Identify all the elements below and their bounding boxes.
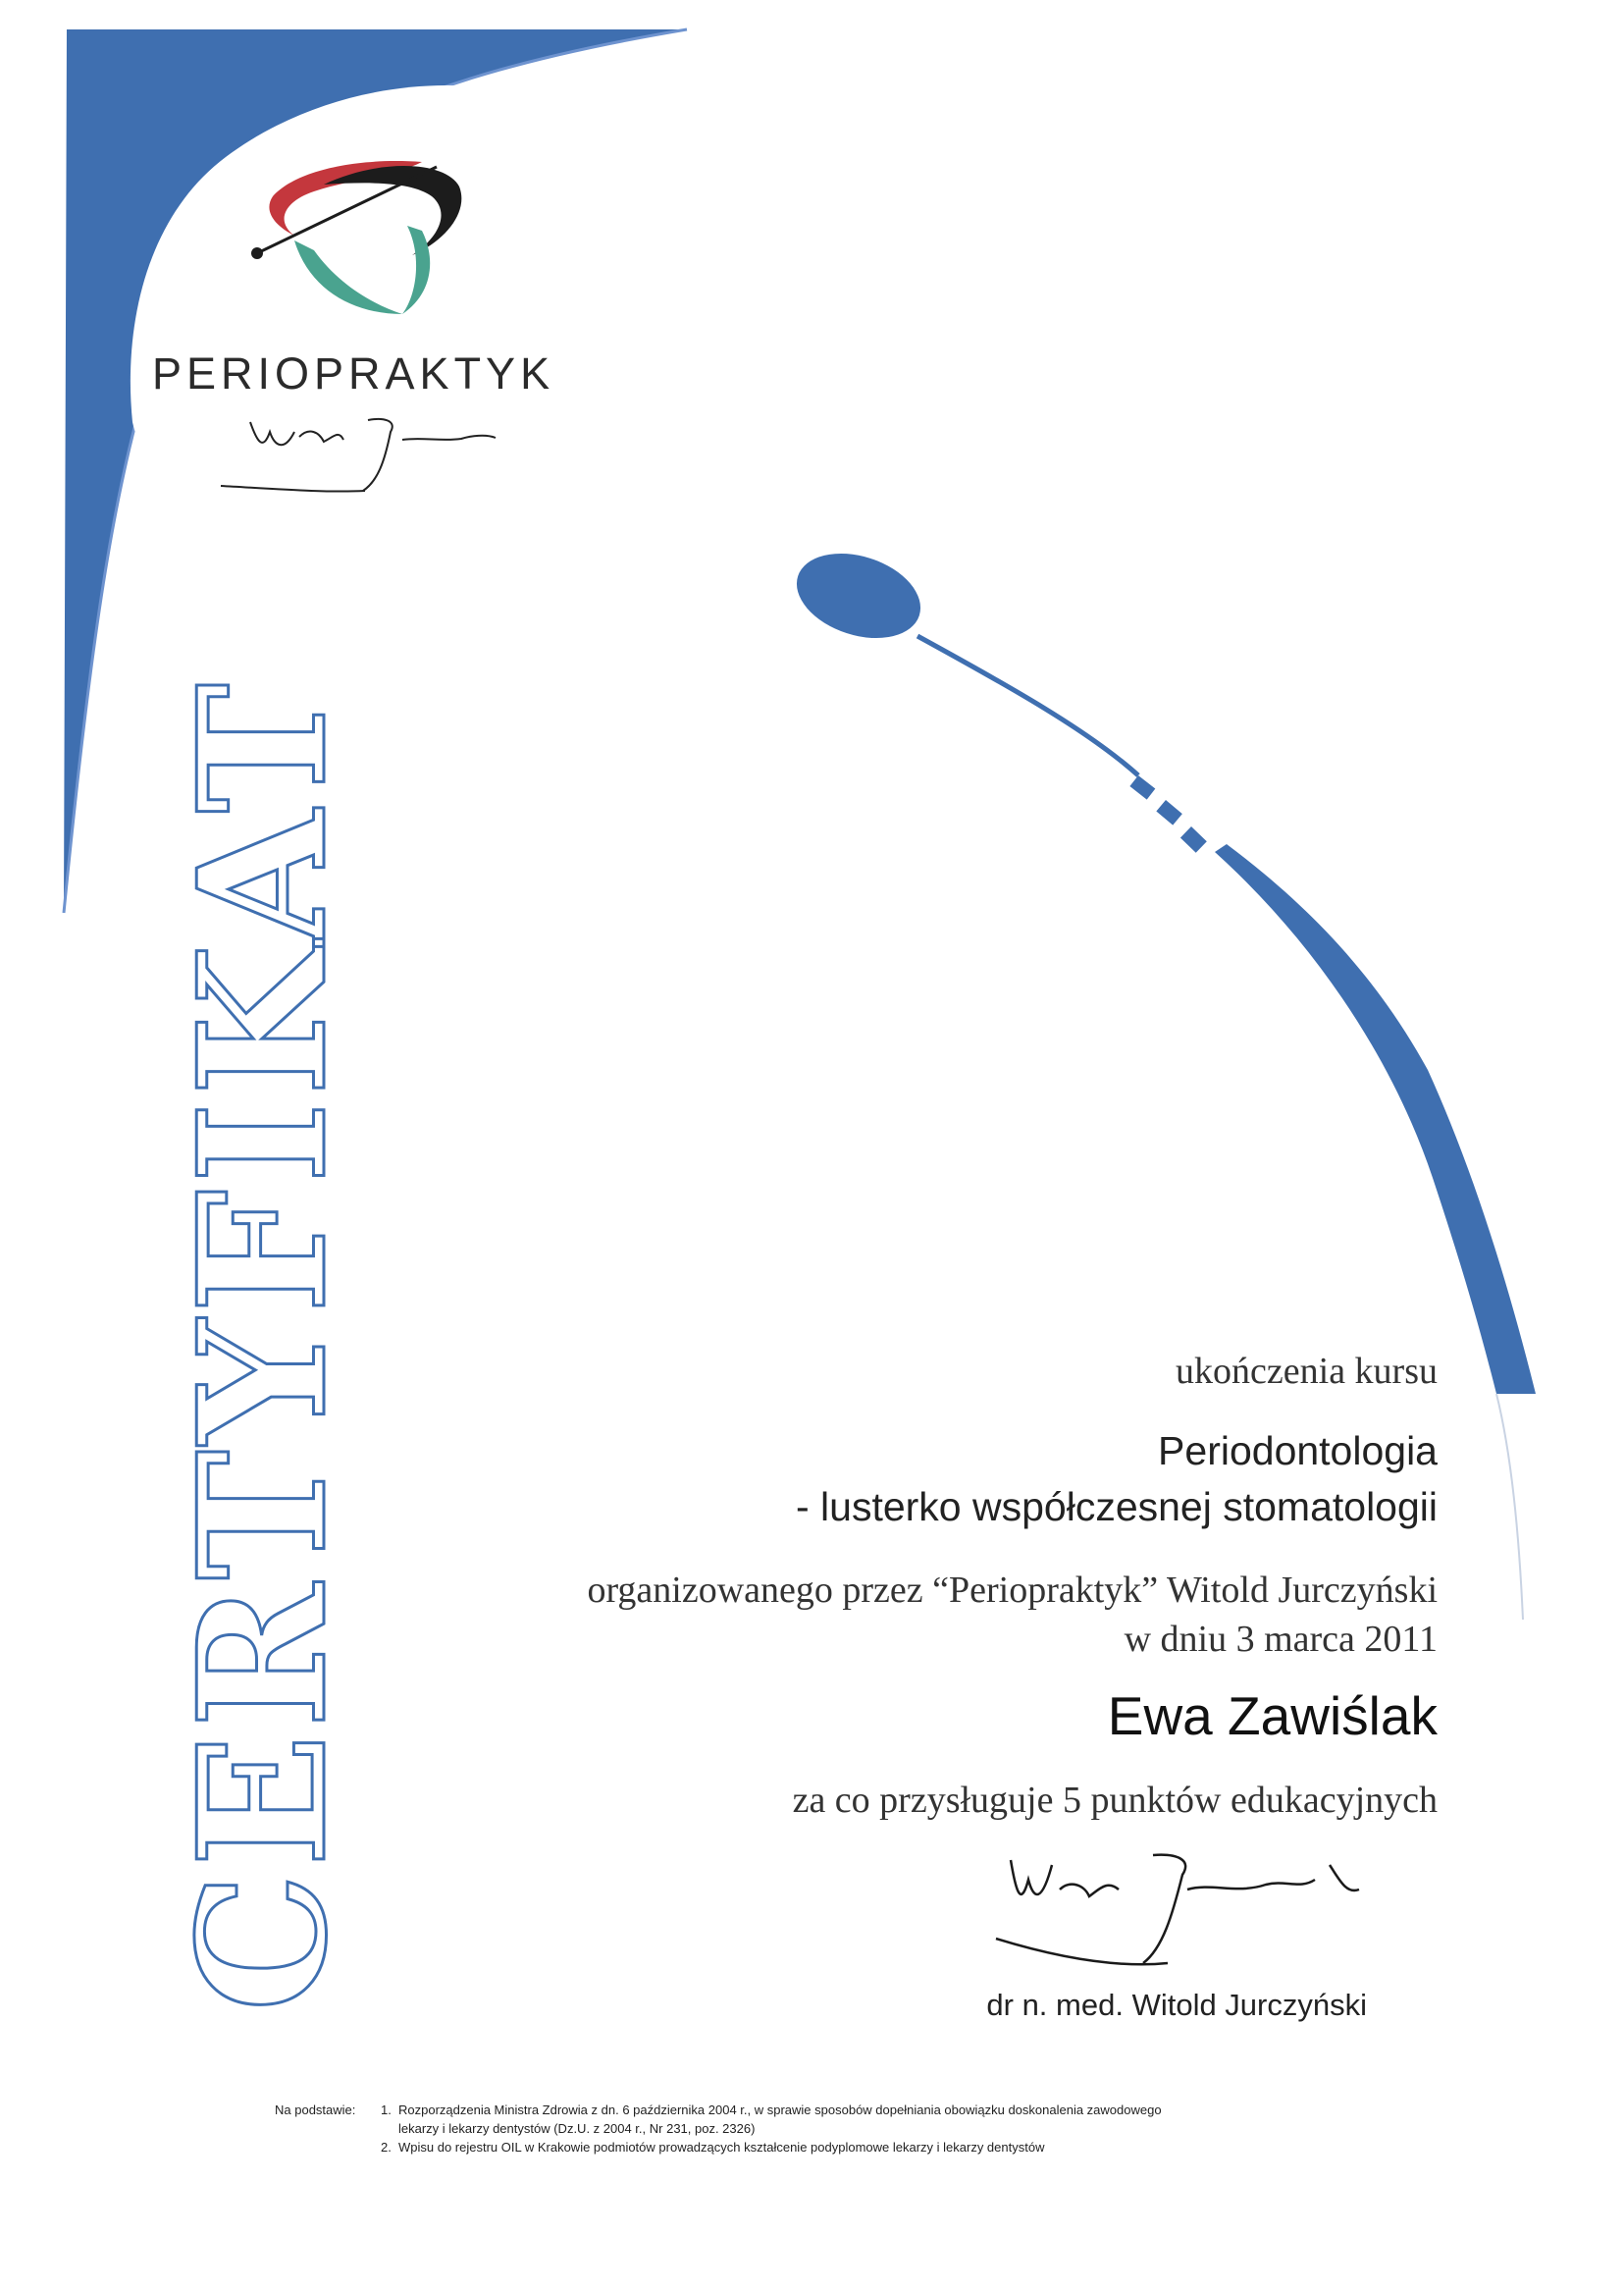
footer-item-2 (275, 2138, 1384, 2156)
organizer-text: organizowanego przez “Periopraktyk” Witold Jurczyński (587, 1570, 1438, 1611)
course-date: w dniu 3 marca 2011 (1124, 1619, 1438, 1660)
brand-name: PERIOPRAKTYK (152, 348, 555, 399)
big-blue-arc (1215, 844, 1536, 1394)
mirror-dash-2 (1156, 800, 1181, 825)
course-title-line-2: - lusterko współczesnej stomatologii (796, 1484, 1438, 1529)
footer-item-text-continued: lekarzy i lekarzy dentystów (Dz.U. z 2004 r., Nr 231, poz. 2326) (398, 2121, 756, 2136)
footer-item-number: 2. (381, 2140, 392, 2155)
footer-item-text: Rozporządzenia Ministra Zdrowia z dn. 6 października 2004 r., w sprawie sposobów dopełniania obowiązku doskonalenia zawodowego (398, 2103, 1162, 2117)
education-points: za co przysługuje 5 punktów edukacyjnych (792, 1780, 1438, 1821)
footer-item-text: Wpisu do rejestru OIL w Krakowie podmiotów prowadzących kształcenie podyplomowe lekarzy i lekarzy dentystów (398, 2140, 1045, 2155)
main-signature (996, 1855, 1359, 1965)
certificate-title: CERTYFIKAT (160, 677, 365, 2012)
arc-fade (1496, 1394, 1523, 1620)
recipient-name: Ewa Zawiślak (1107, 1685, 1438, 1746)
footer-lead: Na podstawie: (275, 2103, 356, 2117)
mirror-dash-3 (1180, 826, 1207, 853)
footer-item-number: 1. (381, 2103, 392, 2117)
signer-name: dr n. med. Witold Jurczyński (986, 1988, 1367, 2022)
completion-text: ukończenia kursu (1176, 1351, 1438, 1392)
logo-mirror-dot (251, 247, 263, 259)
mirror-dash-1 (1129, 775, 1155, 800)
course-title-line-1: Periodontologia (1158, 1428, 1438, 1473)
mirror-handle (917, 636, 1138, 775)
footer-item-1 (275, 2101, 1384, 2119)
mirror-head (786, 539, 931, 653)
legal-footer (275, 2101, 1384, 2156)
